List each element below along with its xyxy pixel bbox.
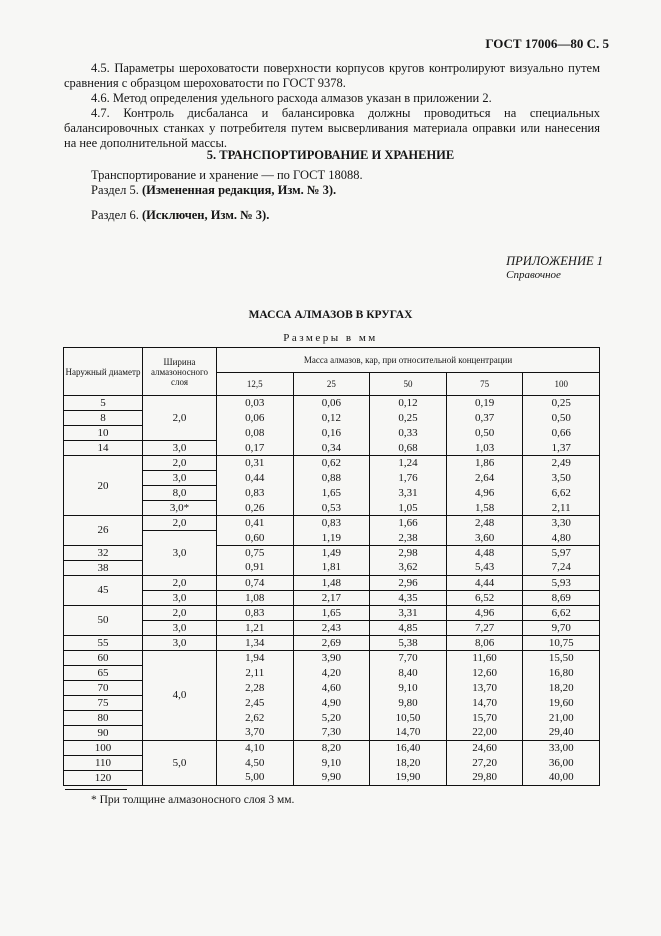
mass-value-cell: 2,96 [370, 575, 447, 590]
mass-value-cell: 0,50 [446, 426, 523, 441]
mass-value-cell: 0,53 [293, 501, 370, 516]
mass-value-cell: 8,69 [523, 590, 600, 605]
mass-value-cell: 1,65 [293, 605, 370, 620]
outer-diameter-cell: 110 [64, 755, 143, 770]
header-width: Ширина алмазоносного слоя [143, 348, 217, 396]
mass-value-cell: 0,06 [293, 396, 370, 411]
mass-value-cell: 4,85 [370, 620, 447, 635]
mass-value-cell: 11,60 [446, 650, 523, 665]
mass-value-cell: 0,83 [217, 486, 294, 501]
mass-value-cell: 0,25 [370, 411, 447, 426]
paragraph-4-7: 4.7. Контроль дисбаланса и балансировка должны проводиться на специальных балансировочных станках у потребителя путем высверливания материала оправки или нанесения на нее дополнительной массы. [64, 106, 600, 150]
mass-value-cell: 0,44 [217, 471, 294, 486]
outer-diameter-cell: 45 [64, 575, 143, 605]
mass-value-cell: 7,27 [446, 620, 523, 635]
table-row [64, 396, 600, 411]
outer-diameter-cell: 32 [64, 545, 143, 560]
mass-value-cell: 9,70 [523, 620, 600, 635]
table-row [64, 516, 600, 531]
mass-value-cell: 2,49 [523, 456, 600, 471]
mass-value-cell: 4,20 [293, 665, 370, 680]
section-title: 5. ТРАНСПОРТИРОВАНИЕ И ХРАНЕНИЕ [206, 148, 455, 162]
mass-value-cell: 3,60 [446, 531, 523, 546]
mass-value-cell: 6,52 [446, 590, 523, 605]
mass-value-cell: 7,30 [293, 725, 370, 740]
mass-value-cell: 0,26 [217, 501, 294, 516]
table-row [64, 620, 600, 635]
mass-value-cell: 2,48 [446, 516, 523, 531]
mass-value-cell: 1,21 [217, 620, 294, 635]
footnote-rule [65, 789, 127, 790]
mass-value-cell: 6,62 [523, 605, 600, 620]
mass-value-cell: 4,90 [293, 695, 370, 710]
mass-value-cell: 0,88 [293, 471, 370, 486]
mass-value-cell: 0,16 [293, 426, 370, 441]
table-row [64, 575, 600, 590]
mass-value-cell: 0,31 [217, 456, 294, 471]
mass-value-cell: 40,00 [523, 770, 600, 785]
section6-text: (Исключен, Изм. № 3). [141, 208, 270, 222]
page-header: ГОСТ 17006—80 С. 5 [485, 36, 609, 51]
mass-value-cell: 5,97 [523, 545, 600, 560]
header-mass: Масса алмазов, кар, при относительной концентрации [217, 348, 600, 373]
mass-value-cell: 15,70 [446, 710, 523, 725]
mass-value-cell: 14,70 [370, 725, 447, 740]
mass-value-cell: 1,58 [446, 501, 523, 516]
mass-value-cell: 5,93 [523, 575, 600, 590]
mass-value-cell: 1,81 [293, 560, 370, 575]
layer-width-cell: 2,0 [143, 456, 217, 471]
mass-value-cell: 2,98 [370, 545, 447, 560]
outer-diameter-cell: 10 [64, 426, 143, 441]
mass-value-cell: 1,94 [217, 650, 294, 665]
mass-value-cell: 8,40 [370, 665, 447, 680]
mass-value-cell: 0,41 [217, 516, 294, 531]
mass-value-cell: 0,12 [293, 411, 370, 426]
table-row [64, 501, 600, 516]
mass-value-cell: 8,06 [446, 635, 523, 650]
layer-width-cell: 3,0 [143, 620, 217, 635]
layer-width-cell: 3,0 [143, 635, 217, 650]
mass-value-cell: 2,64 [446, 471, 523, 486]
mass-value-cell: 1,49 [293, 545, 370, 560]
table-row [64, 486, 600, 501]
table-row [64, 650, 600, 665]
mass-value-cell: 3,70 [217, 725, 294, 740]
mass-value-cell: 19,60 [523, 695, 600, 710]
mass-value-cell: 9,10 [370, 680, 447, 695]
mass-value-cell: 5,00 [217, 770, 294, 785]
mass-value-cell: 3,31 [370, 486, 447, 501]
mass-value-cell: 0,66 [523, 426, 600, 441]
mass-value-cell: 16,80 [523, 665, 600, 680]
header-diameter: Наружный диаметр [64, 348, 143, 396]
mass-value-cell: 18,20 [370, 755, 447, 770]
outer-diameter-cell: 26 [64, 516, 143, 546]
mass-value-cell: 16,40 [370, 740, 447, 755]
mass-value-cell: 3,50 [523, 471, 600, 486]
mass-value-cell: 0,19 [446, 396, 523, 411]
outer-diameter-cell: 65 [64, 665, 143, 680]
mass-value-cell: 1,66 [370, 516, 447, 531]
header-concentration: 100 [523, 373, 600, 396]
mass-value-cell: 0,12 [370, 396, 447, 411]
outer-diameter-cell: 120 [64, 770, 143, 785]
header-concentration: 50 [370, 373, 447, 396]
mass-value-cell: 2,17 [293, 590, 370, 605]
mass-value-cell: 10,75 [523, 635, 600, 650]
mass-value-cell: 0,08 [217, 426, 294, 441]
layer-width-cell: 2,0 [143, 516, 217, 531]
mass-value-cell: 2,62 [217, 710, 294, 725]
mass-value-cell: 1,05 [370, 501, 447, 516]
mass-value-cell: 1,37 [523, 441, 600, 456]
outer-diameter-cell: 80 [64, 710, 143, 725]
outer-diameter-cell: 60 [64, 650, 143, 665]
mass-value-cell: 5,43 [446, 560, 523, 575]
mass-value-cell: 2,38 [370, 531, 447, 546]
mass-value-cell: 4,80 [523, 531, 600, 546]
outer-diameter-cell: 70 [64, 680, 143, 695]
transport-line: Транспортирование и хранение — по ГОСТ 18088. [91, 168, 363, 182]
mass-value-cell: 15,50 [523, 650, 600, 665]
mass-value-cell: 0,03 [217, 396, 294, 411]
mass-value-cell: 0,60 [217, 531, 294, 546]
mass-value-cell: 9,10 [293, 755, 370, 770]
mass-value-cell: 3,62 [370, 560, 447, 575]
mass-value-cell: 7,24 [523, 560, 600, 575]
mass-value-cell: 9,90 [293, 770, 370, 785]
mass-value-cell: 0,50 [523, 411, 600, 426]
mass-value-cell: 1,08 [217, 590, 294, 605]
mass-value-cell: 12,60 [446, 665, 523, 680]
appendix-label [506, 254, 603, 281]
mass-value-cell: 1,65 [293, 486, 370, 501]
mass-value-cell: 22,00 [446, 725, 523, 740]
mass-value-cell: 0,25 [523, 396, 600, 411]
table-row [64, 605, 600, 620]
mass-value-cell: 1,34 [217, 635, 294, 650]
mass-value-cell: 4,35 [370, 590, 447, 605]
table-row [64, 740, 600, 755]
section6-note [91, 208, 269, 223]
mass-value-cell: 1,76 [370, 471, 447, 486]
mass-value-cell: 4,96 [446, 486, 523, 501]
paragraph-4-6: 4.6. Метод определения удельного расхода алмазов указан в приложении 2. [91, 91, 492, 105]
layer-width-cell: 3,0 [143, 590, 217, 605]
mass-value-cell: 0,91 [217, 560, 294, 575]
mass-value-cell: 1,19 [293, 531, 370, 546]
mass-value-cell: 13,70 [446, 680, 523, 695]
mass-value-cell: 1,48 [293, 575, 370, 590]
mass-value-cell: 1,86 [446, 456, 523, 471]
footnote: * При толщине алмазоносного слоя 3 мм. [91, 794, 295, 806]
mass-value-cell: 0,75 [217, 545, 294, 560]
table-title: МАССА АЛМАЗОВ В КРУГАХ [248, 309, 413, 321]
mass-value-cell: 0,68 [370, 441, 447, 456]
mass-value-cell: 2,45 [217, 695, 294, 710]
mass-value-cell: 4,10 [217, 740, 294, 755]
table-row [64, 471, 600, 486]
appendix-title: ПРИЛОЖЕНИЕ 1 [506, 254, 603, 268]
layer-width-cell: 3,0 [143, 531, 217, 576]
table-row [64, 441, 600, 456]
mass-value-cell: 2,28 [217, 680, 294, 695]
mass-value-cell: 2,69 [293, 635, 370, 650]
outer-diameter-cell: 50 [64, 605, 143, 635]
mass-value-cell: 33,00 [523, 740, 600, 755]
outer-diameter-cell: 38 [64, 560, 143, 575]
section5-note [91, 183, 336, 198]
mass-value-cell: 0,37 [446, 411, 523, 426]
mass-value-cell: 36,00 [523, 755, 600, 770]
outer-diameter-cell: 20 [64, 456, 143, 516]
layer-width-cell: 4,0 [143, 650, 217, 740]
outer-diameter-cell: 75 [64, 695, 143, 710]
layer-width-cell: 2,0 [143, 396, 217, 441]
paragraph-4-5: 4.5. Параметры шероховатости поверхности корпусов кругов контролируют визуально путем сравнения с образцом шероховатости по ГОСТ 9378. [64, 61, 600, 90]
layer-width-cell: 2,0 [143, 575, 217, 590]
mass-value-cell: 0,62 [293, 456, 370, 471]
mass-value-cell: 3,30 [523, 516, 600, 531]
mass-value-cell: 27,20 [446, 755, 523, 770]
layer-width-cell: 3,0* [143, 501, 217, 516]
mass-value-cell: 29,80 [446, 770, 523, 785]
outer-diameter-cell: 100 [64, 740, 143, 755]
mass-value-cell: 24,60 [446, 740, 523, 755]
mass-value-cell: 0,33 [370, 426, 447, 441]
mass-value-cell: 4,48 [446, 545, 523, 560]
outer-diameter-cell: 5 [64, 396, 143, 411]
mass-value-cell: 0,17 [217, 441, 294, 456]
mass-value-cell: 6,62 [523, 486, 600, 501]
table-row [64, 531, 600, 546]
appendix-subtitle: Справочное [506, 269, 561, 281]
mass-value-cell: 29,40 [523, 725, 600, 740]
layer-width-cell: 2,0 [143, 605, 217, 620]
mass-value-cell: 1,03 [446, 441, 523, 456]
layer-width-cell: 5,0 [143, 740, 217, 785]
table-row [64, 456, 600, 471]
layer-width-cell: 3,0 [143, 441, 217, 456]
mass-value-cell: 3,90 [293, 650, 370, 665]
mass-value-cell: 8,20 [293, 740, 370, 755]
mass-value-cell: 5,20 [293, 710, 370, 725]
outer-diameter-cell: 55 [64, 635, 143, 650]
mass-value-cell: 0,83 [293, 516, 370, 531]
mass-value-cell: 2,11 [523, 501, 600, 516]
mass-value-cell: 2,43 [293, 620, 370, 635]
mass-value-cell: 7,70 [370, 650, 447, 665]
mass-value-cell: 0,34 [293, 441, 370, 456]
table-row [64, 590, 600, 605]
section5-label: Раздел 5. [91, 183, 139, 197]
layer-width-cell: 3,0 [143, 471, 217, 486]
mass-value-cell: 14,70 [446, 695, 523, 710]
outer-diameter-cell: 8 [64, 411, 143, 426]
header-concentration: 25 [293, 373, 370, 396]
mass-value-cell: 4,44 [446, 575, 523, 590]
mass-value-cell: 10,50 [370, 710, 447, 725]
units-note: Размеры в мм [283, 332, 378, 344]
mass-value-cell: 21,00 [523, 710, 600, 725]
outer-diameter-cell: 14 [64, 441, 143, 456]
mass-value-cell: 3,31 [370, 605, 447, 620]
table-body [64, 396, 600, 786]
mass-value-cell: 1,24 [370, 456, 447, 471]
mass-value-cell: 19,90 [370, 770, 447, 785]
header-concentration: 12,5 [217, 373, 294, 396]
header-concentration: 75 [446, 373, 523, 396]
mass-value-cell: 4,96 [446, 605, 523, 620]
section6-label: Раздел 6. [91, 208, 139, 222]
mass-value-cell: 18,20 [523, 680, 600, 695]
table-row [64, 635, 600, 650]
mass-value-cell: 0,83 [217, 605, 294, 620]
layer-width-cell: 8,0 [143, 486, 217, 501]
mass-value-cell: 0,06 [217, 411, 294, 426]
outer-diameter-cell: 90 [64, 725, 143, 740]
section5-text: (Измененная редакция, Изм. № 3). [141, 183, 337, 197]
mass-value-cell: 9,80 [370, 695, 447, 710]
mass-value-cell: 5,38 [370, 635, 447, 650]
diamond-mass-table [63, 347, 600, 786]
mass-value-cell: 4,50 [217, 755, 294, 770]
mass-value-cell: 4,60 [293, 680, 370, 695]
mass-value-cell: 0,74 [217, 575, 294, 590]
mass-value-cell: 2,11 [217, 665, 294, 680]
